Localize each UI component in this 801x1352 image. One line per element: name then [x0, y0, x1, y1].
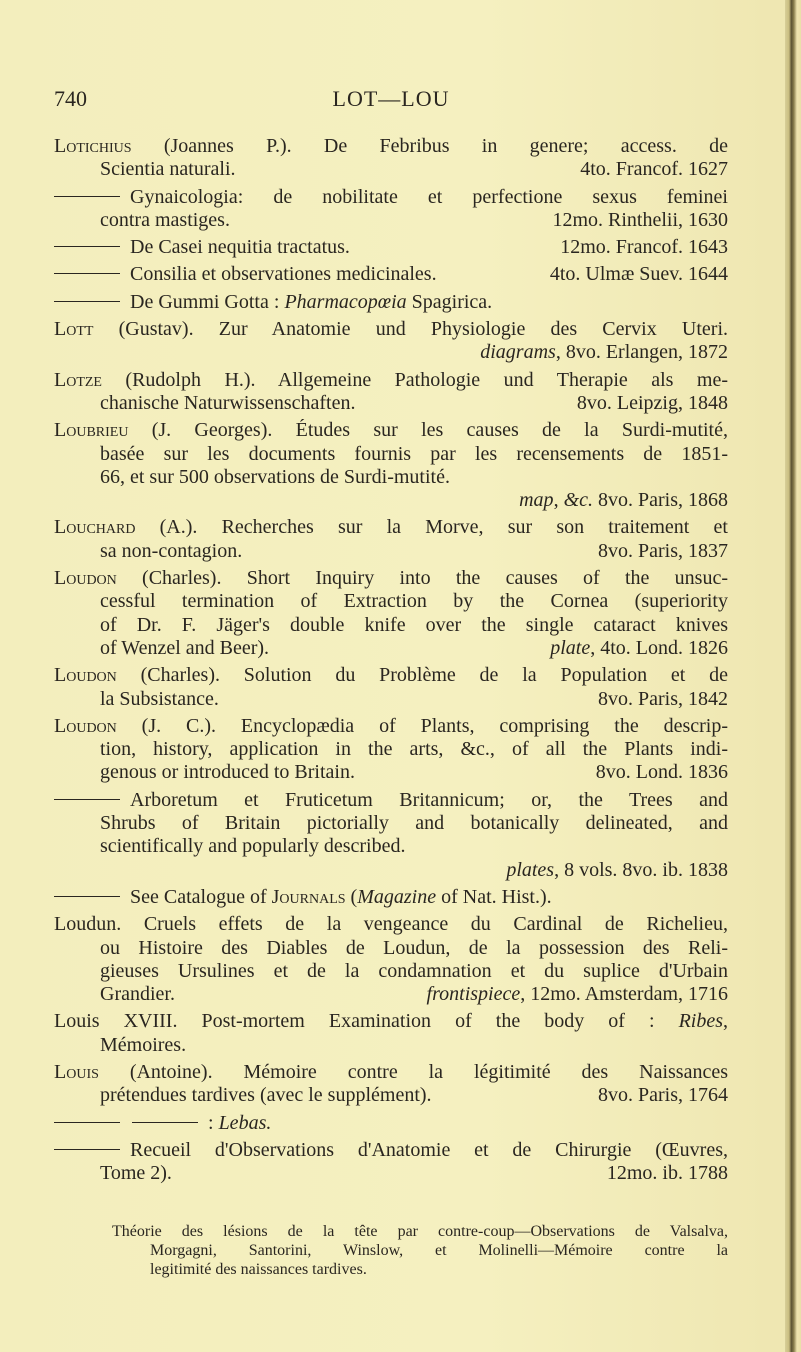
catalogue-entry	[54, 1061, 728, 1108]
entry-text	[100, 590, 728, 613]
imprint	[494, 859, 728, 882]
entry-text	[130, 291, 492, 314]
entry-line	[54, 761, 728, 784]
italic-text: map	[519, 489, 554, 512]
ditto-dash	[54, 1122, 120, 1123]
entry-text	[130, 236, 350, 259]
author-name: Lott	[54, 318, 94, 341]
ditto-dash	[54, 301, 120, 302]
entry-line	[54, 664, 728, 687]
text-segment: (Charles). Solution du Problème de la Population et de	[116, 664, 728, 687]
ditto-dash	[54, 896, 120, 897]
entry-line	[54, 516, 728, 539]
entry-text	[100, 466, 450, 489]
entry-text	[54, 369, 728, 392]
italic-text: plates	[506, 858, 555, 881]
entry-line	[54, 236, 728, 259]
imprint	[538, 263, 728, 286]
entry-line	[54, 789, 728, 812]
catalogue-entry	[54, 318, 728, 365]
entry-line	[54, 1010, 728, 1033]
entry-text	[100, 540, 242, 563]
book-spine-edge	[785, 0, 801, 1352]
entry-line	[54, 567, 728, 590]
author-name: Loudon	[54, 714, 117, 737]
text-segment: Spagirica.	[406, 290, 493, 313]
ditto-dash	[54, 799, 120, 800]
entry-text	[100, 738, 728, 761]
author-name: Louis	[54, 1060, 99, 1083]
text-segment: ,	[553, 489, 564, 512]
text-segment: genous or introduced to Britain.	[100, 761, 355, 784]
text-segment: (J. Georges). Études sur les causes de la Surdi-mutité,	[128, 419, 728, 442]
footnote-line: Théorie des lésions de la tête par contre-coup—Observations de Valsalva,	[112, 1223, 728, 1240]
italic-text: Magazine	[357, 885, 437, 908]
entry-line	[54, 369, 728, 392]
entry-text	[100, 937, 728, 960]
text-segment: of Wenzel and Beer).	[100, 636, 270, 659]
catalogue-entry	[54, 567, 728, 660]
text-segment: (Rudolph H.). Allgemeine Pathologie und Therapie als me-	[101, 368, 728, 391]
author-name: Journals	[271, 885, 346, 908]
catalogue-entry	[54, 1139, 728, 1186]
text-segment: tion, history, application in the arts, &c., of all the Plants indi-	[100, 738, 728, 761]
entry-text	[54, 664, 728, 687]
entry-text	[130, 886, 552, 909]
text-segment: sa non-contagion.	[100, 539, 243, 562]
catalogue-entry	[54, 135, 728, 182]
text-segment: , 12mo. Amsterdam, 1716	[520, 983, 728, 1006]
imprint	[568, 158, 728, 181]
ditto-dash	[132, 1122, 198, 1123]
ditto-dash	[54, 196, 120, 197]
entry-line	[54, 715, 728, 738]
text-segment: scientifically and popularly described.	[100, 835, 406, 858]
ditto-dash	[54, 246, 120, 247]
entry-line	[54, 291, 728, 314]
entry-line	[54, 443, 728, 466]
entry-line	[54, 419, 728, 442]
text-segment: 8vo. Leipzig, 1848	[576, 391, 728, 414]
page-header	[54, 86, 728, 114]
entry-text	[100, 392, 355, 415]
text-segment: Mémoires.	[100, 1033, 187, 1056]
entry-text	[130, 186, 728, 209]
entry-text	[100, 1084, 432, 1107]
entry-line	[54, 937, 728, 960]
text-segment: (A.). Recherches sur la Morve, sur son traitement et	[135, 516, 728, 539]
entry-line	[54, 489, 728, 512]
text-segment: Grandier.	[100, 983, 175, 1006]
entry-text	[130, 789, 728, 812]
text-segment: cessful termination of Extraction by the Cornea (superiority	[100, 590, 728, 613]
text-segment: ou Histoire des Diables de Loudun, de la possession des Reli-	[100, 936, 728, 959]
entry-line	[54, 1112, 728, 1135]
entry-line	[54, 135, 728, 158]
text-segment: basée sur les documents fournis par les recensements de 1851-	[100, 442, 728, 465]
entry-text	[54, 318, 728, 341]
text-segment: 8vo. Paris, 1764	[598, 1084, 728, 1107]
text-segment: 8vo. Lond. 1836	[595, 761, 728, 784]
entry-line	[54, 859, 728, 882]
catalogue-entry	[54, 236, 728, 259]
text-segment: (Gustav). Zur Anatomie und Physiologie des Cervix Uteri.	[93, 318, 728, 341]
text-segment: 12mo. Rinthelii, 1630	[552, 208, 728, 231]
text-segment: Consilia et observationes medicinales.	[130, 263, 437, 286]
text-segment: ,	[723, 1010, 728, 1033]
imprint	[565, 392, 728, 415]
author-name: Loudon	[54, 664, 117, 687]
entry-line	[54, 637, 728, 660]
catalogue-entry	[54, 789, 728, 882]
entry-text	[100, 637, 269, 660]
footnote-line: legitimité des naissances tardives.	[150, 1261, 367, 1278]
entry-line	[54, 1034, 728, 1057]
italic-text: plate	[550, 636, 591, 659]
imprint	[584, 761, 728, 784]
entry-text	[100, 614, 728, 637]
text-segment: (Charles). Short Inquiry into the causes of the unsuc-	[116, 567, 728, 590]
italic-text: Pharmacopœia	[284, 290, 407, 313]
text-segment: chanische Naturwissenschaften.	[100, 391, 356, 414]
ditto-dash	[54, 273, 120, 274]
entry-text	[100, 209, 230, 232]
text-segment: Gynaicologia: de nobilitate et perfectione sexus feminei	[130, 185, 728, 208]
catalogue-entry	[54, 913, 728, 1006]
text-segment: prétendues tardives (avec le supplément).	[100, 1084, 432, 1107]
entry-line	[54, 960, 728, 983]
entry-text	[54, 135, 728, 158]
entry-line	[54, 1162, 728, 1185]
imprint	[415, 983, 728, 1006]
imprint	[538, 637, 728, 660]
entry-text	[100, 835, 405, 858]
entry-text	[130, 263, 437, 286]
imprint	[586, 1084, 728, 1107]
catalogue-entry	[54, 369, 728, 416]
entry-line	[54, 812, 728, 835]
running-head: LOT—LOU	[332, 86, 450, 111]
author-name: Lotichius	[54, 135, 132, 157]
imprint	[507, 489, 728, 512]
text-segment: 12mo. ib. 1788	[606, 1162, 728, 1185]
entry-text	[54, 715, 728, 738]
catalogue-entries	[54, 135, 728, 1189]
author-name: Loudon	[54, 567, 117, 590]
catalogue-entry	[54, 291, 728, 314]
catalogue-entry	[54, 1010, 728, 1057]
text-segment: Shrubs of Britain pictorially and botanically delineated, and	[100, 812, 728, 835]
entry-line	[54, 392, 728, 415]
page-number: 740	[54, 86, 87, 111]
text-segment: De Casei nequitia tractatus.	[130, 236, 350, 259]
entry-line	[54, 318, 728, 341]
italic-text: diagrams	[480, 341, 556, 364]
text-segment: Scientia naturali.	[100, 158, 236, 181]
text-segment: Loudun. Cruels effets de la vengeance du Cardinal de Richelieu,	[54, 913, 728, 936]
text-segment: Arboretum et Fruticetum Britannicum; or, the Trees and	[130, 788, 728, 811]
entry-text	[100, 812, 728, 835]
footnote-line: Morgagni, Santorini, Winslow, et Molinelli—Mémoire contre la	[150, 1242, 728, 1259]
text-segment: , 8 vols. 8vo. ib. 1838	[554, 858, 728, 881]
author-name: Louchard	[54, 516, 136, 539]
entry-text	[100, 1034, 186, 1057]
entry-line	[54, 263, 728, 286]
catalogue-entry	[54, 186, 728, 233]
text-segment: Tome 2).	[100, 1162, 172, 1185]
catalogue-entry	[54, 715, 728, 785]
entry-line	[54, 835, 728, 858]
entry-line	[54, 209, 728, 232]
entry-line	[54, 913, 728, 936]
entry-text	[100, 983, 175, 1006]
catalogue-entry	[54, 664, 728, 711]
entry-line	[54, 186, 728, 209]
entry-line	[54, 1139, 728, 1162]
entry-text	[100, 158, 236, 181]
catalogue-entry	[54, 419, 728, 512]
text-segment: la Subsistance.	[100, 687, 219, 710]
text-segment: gieuses Ursulines et de la condamnation et du suplice d'Urbain	[100, 959, 728, 982]
text-segment: 8vo. Paris, 1868	[593, 489, 728, 512]
italic-text: &c.	[563, 489, 593, 512]
entry-text	[54, 1061, 728, 1084]
italic-text: Lebas.	[218, 1111, 272, 1134]
author-name: Loubrieu	[54, 419, 129, 442]
entry-line	[54, 158, 728, 181]
entry-line	[54, 540, 728, 563]
entry-text	[54, 1010, 728, 1033]
entry-text	[100, 688, 219, 711]
catalogue-entry	[54, 1112, 728, 1135]
entry-line	[54, 1061, 728, 1084]
imprint	[548, 236, 728, 259]
entry-text	[54, 419, 728, 442]
text-segment: (Joannes P.). De Febribus in genere; access. de	[131, 135, 728, 157]
entry-line	[54, 590, 728, 613]
entry-text	[54, 516, 728, 539]
entry-text	[100, 960, 728, 983]
imprint	[586, 540, 728, 563]
italic-text: frontispiece	[426, 983, 521, 1006]
text-segment: , 4to. Lond. 1826	[590, 636, 728, 659]
text-segment: of Dr. F. Jäger's double knife over the single cataract knives	[100, 613, 728, 636]
text-segment: of Nat. Hist.).	[436, 885, 552, 908]
entry-text	[54, 913, 728, 936]
entry-line	[54, 688, 728, 711]
catalogue-entry	[54, 263, 728, 286]
entry-text	[208, 1112, 271, 1135]
text-segment: 4to. Ulmæ Suev. 1644	[549, 263, 728, 286]
italic-text: Ribes	[678, 1010, 723, 1033]
footnote	[54, 1222, 728, 1279]
entry-text	[100, 1162, 172, 1185]
entry-line	[54, 466, 728, 489]
entry-text	[100, 761, 355, 784]
text-segment: :	[208, 1111, 219, 1134]
text-segment: contra mastiges.	[100, 208, 230, 231]
text-segment: Recueil d'Observations d'Anatomie et de Chirurgie (Œuvres,	[130, 1138, 728, 1161]
imprint	[586, 688, 728, 711]
text-segment: , 8vo. Erlangen, 1872	[555, 341, 728, 364]
imprint	[468, 341, 728, 364]
catalogue-entry	[54, 516, 728, 563]
imprint	[540, 209, 728, 232]
imprint	[595, 1162, 728, 1185]
text-segment: See Catalogue of	[130, 885, 272, 908]
text-segment: (Antoine). Mémoire contre la légitimité des Naissances	[98, 1060, 728, 1083]
ditto-dash	[54, 1149, 120, 1150]
text-segment: (	[345, 885, 358, 908]
entry-line	[54, 886, 728, 909]
text-segment: 4to. Francof. 1627	[580, 158, 728, 181]
entry-text	[130, 1139, 728, 1162]
entry-line	[54, 983, 728, 1006]
entry-line	[54, 341, 728, 364]
author-name: Lotze	[54, 368, 102, 391]
entry-text	[54, 567, 728, 590]
text-segment: De Gummi Gotta :	[130, 290, 285, 313]
text-segment: 12mo. Francof. 1643	[560, 236, 728, 259]
text-segment: 66, et sur 500 observations de Surdi-mutité.	[100, 465, 450, 488]
entry-line	[54, 614, 728, 637]
text-segment: Louis XVIII. Post-mortem Examination of the body of :	[54, 1010, 679, 1033]
text-segment: 8vo. Paris, 1842	[598, 687, 728, 710]
text-segment: (J. C.). Encyclopædia of Plants, comprising the descrip-	[116, 714, 728, 737]
catalogue-entry	[54, 886, 728, 909]
entry-line	[54, 738, 728, 761]
entry-text	[100, 443, 728, 466]
text-segment: 8vo. Paris, 1837	[598, 539, 728, 562]
entry-line	[54, 1084, 728, 1107]
